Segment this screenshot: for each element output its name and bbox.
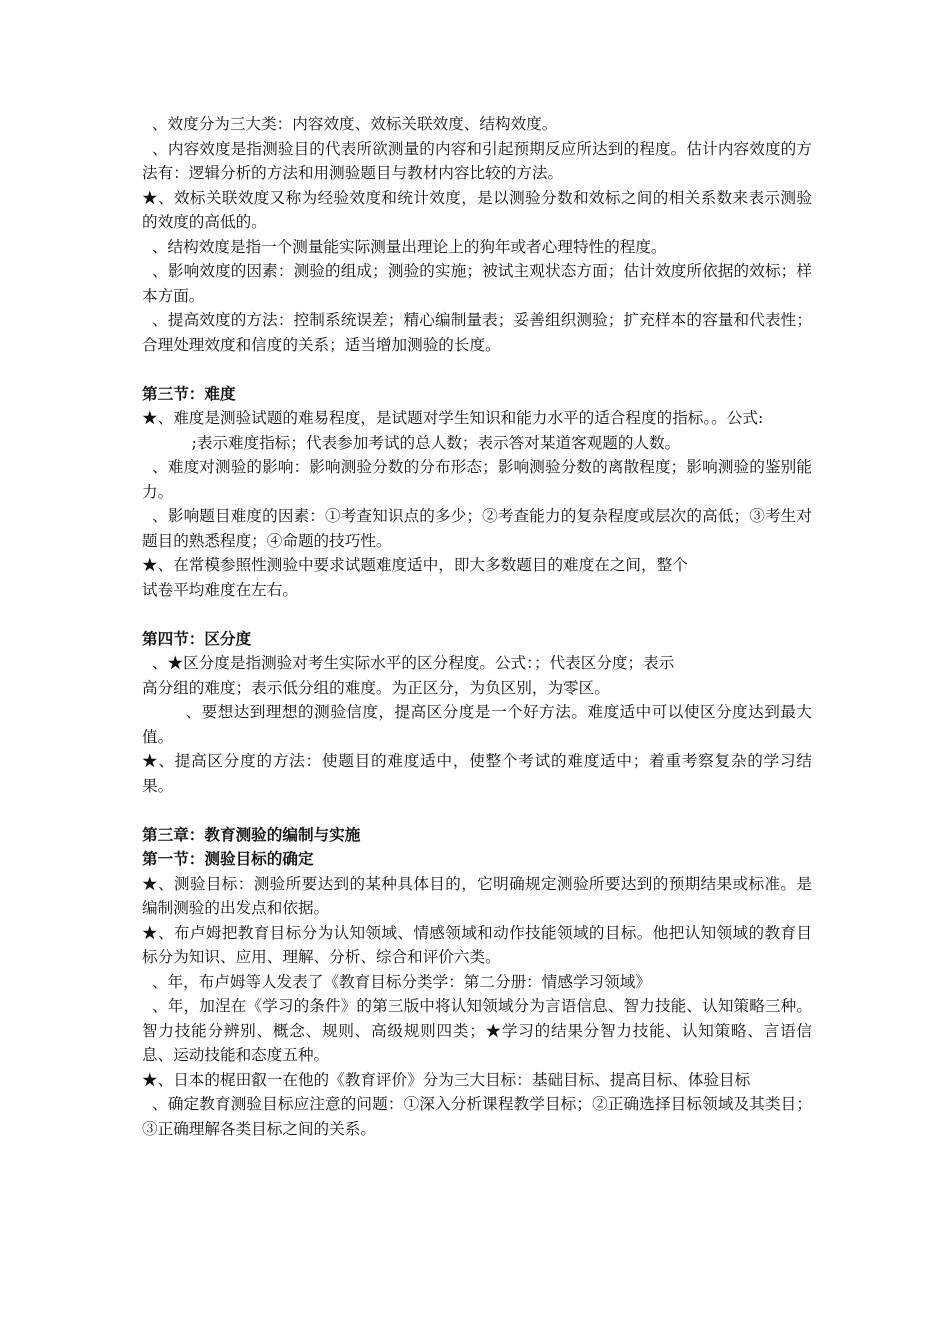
paragraph: 、难度对测验的影响：影响测验分数的分布形态；影响测验分数的离散程度；影响测验的鉴别能力。 bbox=[142, 458, 812, 501]
section-difficulty bbox=[142, 382, 812, 603]
section-discrimination bbox=[142, 627, 812, 799]
section-test-objectives bbox=[142, 847, 812, 1141]
paragraph: 、效度分为三大类：内容效度、效标关联效度、结构效度。 bbox=[142, 115, 558, 133]
paragraph: 、结构效度是指一个测量能实际测量出理论上的狗年或者心理特性的程度。 bbox=[142, 237, 667, 256]
spacer bbox=[142, 357, 812, 382]
paragraph: 、年，加涅在《学习的条件》的第三版中将认知领域分为言语信息、智力技能、认知策略三种。智力技能分辨别、概念、规则、高级规则四类；★学习的结果分智力技能、认知策略、言语信息、运动技能和态度五种。 bbox=[142, 997, 812, 1064]
paragraph: ★、测验目标：测验所要达到的某种具体目的，它明确规定测验所要达到的预期结果或标准。是编制测验的出发点和依据。 bbox=[142, 874, 812, 917]
section-validity bbox=[142, 112, 812, 357]
section-heading: 第四节：区分度 bbox=[142, 628, 252, 648]
paragraph: 、年，布卢姆等人发表了《教育目标分类学：第二分册：情感学习领域》 bbox=[142, 972, 651, 991]
paragraph: 、影响效度的因素：测验的组成；测验的实施；被试主观状态方面；估计效度所依据的效标；样本方面。 bbox=[142, 262, 812, 305]
spacer bbox=[142, 798, 812, 823]
section-heading: 第一节：测验目标的确定 bbox=[142, 849, 314, 868]
section-heading: 第三节：难度 bbox=[142, 383, 236, 403]
paragraph: 、确定教育测验目标应注意的问题：①深入分析课程教学目标；②正确选择目标领域及其类目；③正确理解各类目标之间的关系。 bbox=[142, 1095, 812, 1138]
paragraph: ★、效标关联效度又称为经验效度和统计效度，是以测验分数和效标之间的相关系数来表示测验的效度的高低的。 bbox=[142, 188, 812, 231]
paragraph: ★、日本的梶田叡一在他的《教育评价》分为三大目标：基础目标、提高目标、体验目标 bbox=[142, 1070, 751, 1089]
spacer bbox=[142, 602, 812, 627]
paragraph: 、★区分度是指测验对考生实际水平的区分程度。公式：；代表区分度；表示 高分组的难度；表示低分组的难度。为正区分，为负区别，为零区。 bbox=[142, 654, 675, 697]
paragraph: ★、难度是测验试题的难易程度，是试题对学生知识和能力水平的适合程度的指标。。公式: bbox=[142, 409, 764, 427]
document-page bbox=[142, 112, 812, 1141]
paragraph: ★、布卢姆把教育目标分为认知领域、情感领域和动作技能领域的目标。他把认知领域的教育目标分为知识、应用、理解、分析、综合和评价六类。 bbox=[142, 923, 812, 966]
paragraph: 、要想达到理想的测验信度，提高区分度是一个好方法。难度适中可以使区分度达到最大值。 bbox=[142, 703, 812, 746]
paragraph: ★、提高区分度的方法：使题目的难度适中，使整个考试的难度适中；着重考察复杂的学习结果。 bbox=[142, 752, 812, 795]
chapter-3 bbox=[142, 823, 812, 848]
paragraph: 、影响题目难度的因素：①考查知识点的多少；②考查能力的复杂程度或层次的高低；③考生对题目的熟悉程度；④命题的技巧性。 bbox=[142, 507, 812, 550]
chapter-heading: 第三章：教育测验的编制与实施 bbox=[142, 824, 361, 844]
paragraph: ★、在常模参照性测验中要求试题难度适中，即大多数题目的难度在之间，整个 试卷平均难度在左右。 bbox=[142, 556, 688, 599]
paragraph: ;表示难度指标；代表参加考试的总人数；表示答对某道客观题的人数。 bbox=[142, 433, 681, 452]
paragraph: 、内容效度是指测验目的代表所欲测量的内容和引起预期反应所达到的程度。估计内容效度的方法有：逻辑分析的方法和用测验题目与教材内容比较的方法。 bbox=[142, 139, 812, 182]
paragraph: 、提高效度的方法：控制系统误差；精心编制量表；妥善组织测验；扩充样本的容量和代表性；合理处理效度和信度的关系；适当增加测验的长度。 bbox=[142, 311, 812, 354]
